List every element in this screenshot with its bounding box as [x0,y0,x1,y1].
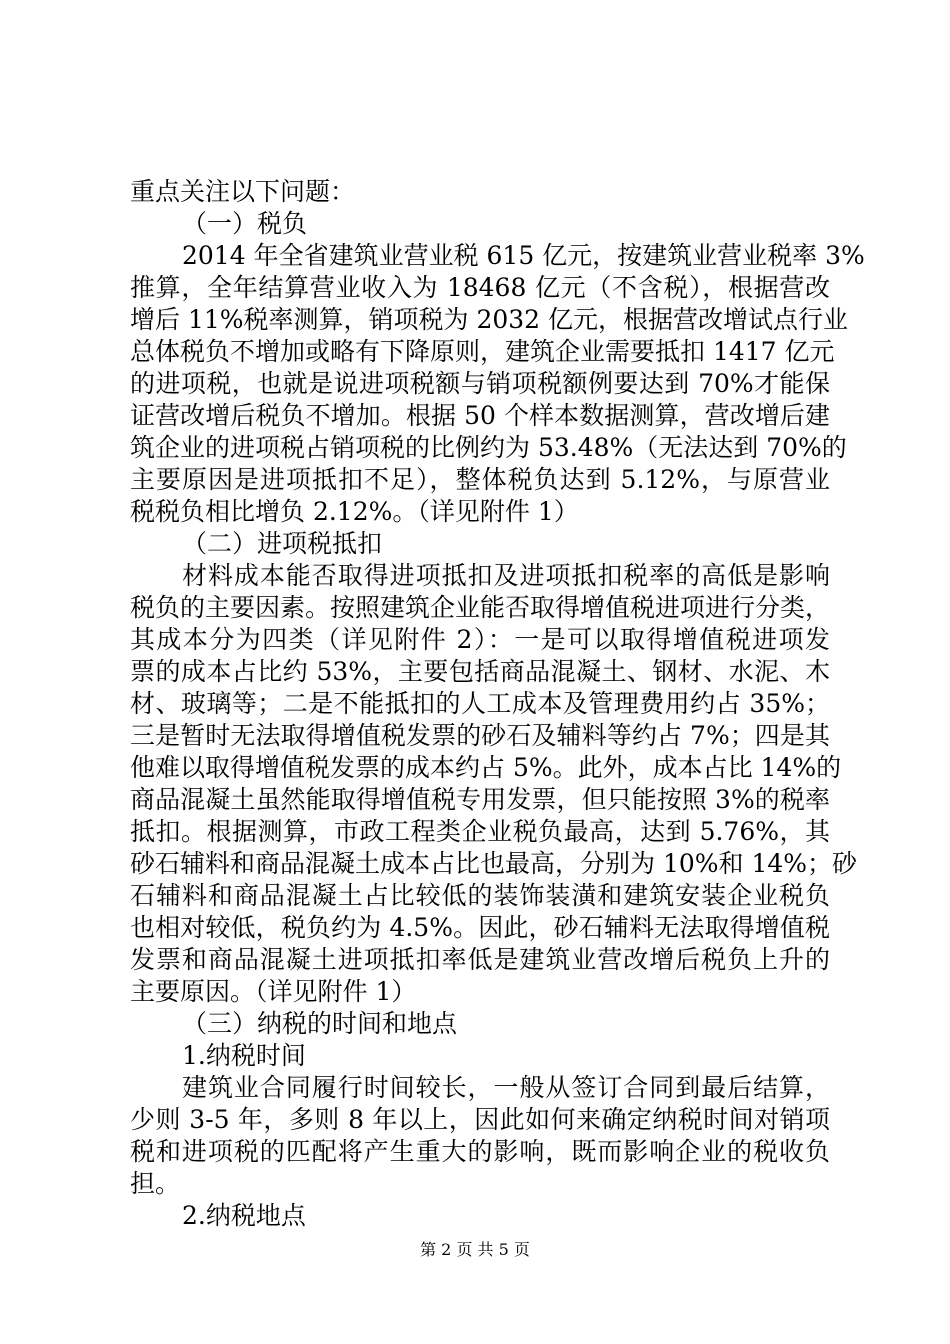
text-line: 推算，全年结算营业收入为 18468 亿元（不含税），根据营改 [130,273,830,302]
text-line: 税税负相比增负 2.12%。（详见附件 1） [130,497,579,526]
text-line: 票的成本占比约 53%，主要包括商品混凝土、钢材、水泥、木 [130,657,830,686]
text-line: 重点关注以下问题： [130,177,356,206]
text-line: 砂石辅料和商品混凝土成本占比也最高，分别为 10%和 14%；砂 [130,849,858,878]
text-line: 材、玻璃等；二是不能抵扣的人工成本及管理费用约占 35%； [130,689,830,718]
paragraph-first-line: 材料成本能否取得进项抵扣及进项抵扣税率的高低是影响 [182,561,830,590]
text-line: 担。 [130,1169,181,1198]
text-line: 其成本分为四类（详见附件 2）：一是可以取得增值税进项发 [130,625,830,654]
text-line: 抵扣。根据测算，市政工程类企业税负最高，达到 5.76%，其 [130,817,830,846]
text-line: 筑企业的进项税占销项税的比例约为 53.48%（无法达到 70%的 [130,433,847,462]
subsection-heading: 1.纳税时间 [182,1041,306,1070]
text-line: 主要原因是进项抵扣不足），整体税负达到 5.12%，与原营业 [130,465,830,494]
text-line: 主要原因。（详见附件 1） [130,977,417,1006]
text-line: 石辅料和商品混凝土占比较低的装饰装潢和建筑安装企业税负 [130,881,830,910]
text-line: 三是暂时无法取得增值税发票的砂石及辅料等约占 7%；四是其 [130,721,830,750]
text-line: 证营改增后税负不增加。根据 50 个样本数据测算，营改增后建 [130,401,830,430]
text-line: 他难以取得增值税发票的成本约占 5%。此外，成本占比 14%的 [130,753,842,782]
text-line: 总体税负不增加或略有下降原则，建筑企业需要抵扣 1417 亿元 [130,337,835,366]
paragraph-first-line: 2014 年全省建筑业营业税 615 亿元，按建筑业营业税率 3% [182,241,865,270]
text-line: 少则 3-5 年，多则 8 年以上，因此如何来确定纳税时间对销项 [130,1105,830,1134]
text-line: 税和进项税的匹配将产生重大的影响，既而影响企业的税收负 [130,1137,830,1166]
section-heading: （三）纳税的时间和地点 [182,1009,458,1038]
text-line: 也相对较低，税负约为 4.5%。因此，砂石辅料无法取得增值税 [130,913,830,942]
paragraph-first-line: 建筑业合同履行时间较长，一般从签订合同到最后结算， [182,1073,830,1102]
text-line: 税负的主要因素。按照建筑企业能否取得增值税进项进行分类， [130,593,831,622]
text-line: 商品混凝土虽然能取得增值税专用发票，但只能按照 3%的税率 [130,785,830,814]
section-heading: （二）进项税抵扣 [182,529,383,558]
text-line: 发票和商品混凝土进项抵扣率低是建筑业营改增后税负上升的 [130,945,830,974]
text-line: 增后 11%税率测算，销项税为 2032 亿元，根据营改增试点行业 [130,305,849,334]
section-heading: （一）税负 [182,209,308,238]
text-line: 的进项税，也就是说进项税额与销项税额例要达到 70%才能保 [130,369,830,398]
subsection-heading: 2.纳税地点 [182,1201,306,1230]
page-footer: 第 2 页 共 5 页 [420,1240,530,1259]
